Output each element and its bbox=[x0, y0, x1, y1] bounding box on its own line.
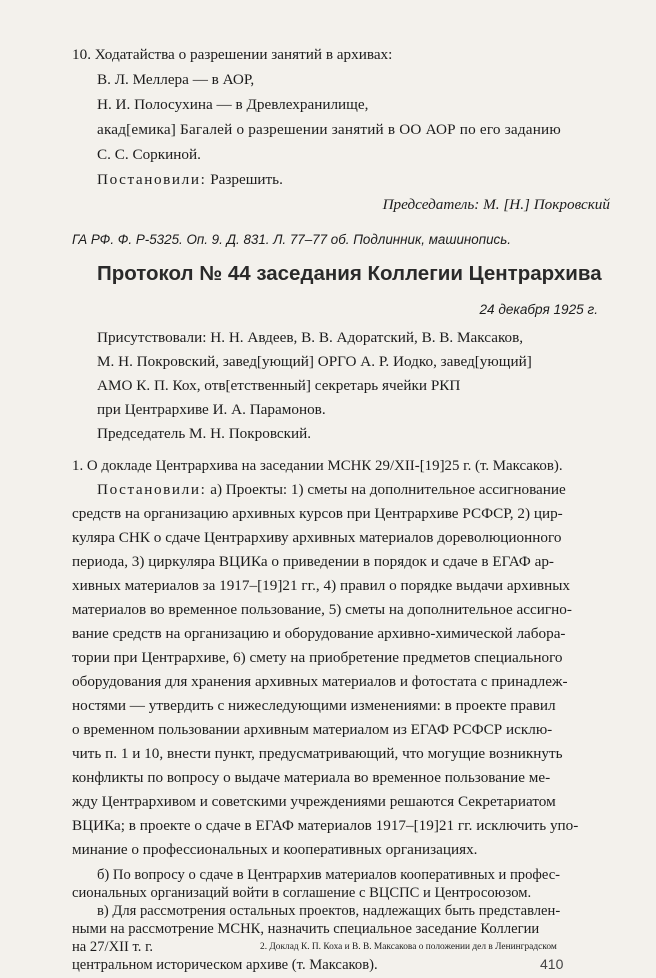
item1-body-line: ВЦИКа; в проекте о сдаче в ЕГАФ материалов 1917–[19]21 гг. исключить упо- bbox=[72, 817, 579, 834]
item1-body-line: оборудования для хранения архивных материалов и фотостата с принадлеж- bbox=[72, 673, 568, 690]
archival-source-ref: ГА РФ. Ф. Р-5325. Оп. 9. Д. 831. Л. 77–77 об. Подлинник, машинопись. bbox=[72, 232, 512, 247]
item1-body-line: средств на организацию архивных курсов при Центрархиве РСФСР, 2) цир- bbox=[72, 505, 563, 522]
item1-body-line: куляра СНК о сдаче Центрархиву архивных материалов дореволюционного bbox=[72, 529, 562, 546]
item1-body-line: жду Центрархивом и советскими учреждениями решаются Секретариатом bbox=[72, 793, 556, 810]
item1-b-line-1: б) По вопросу о сдаче в Центрархив материалов кооперативных и профес- bbox=[97, 867, 561, 883]
item1-c-line-2: ными на рассмотрение МСНК, назначить специальное заседание Коллегии bbox=[72, 921, 540, 937]
resolution-first: а) Проекты: 1) сметы на дополнительное ассигнование bbox=[210, 481, 566, 498]
item1-body-line: периода, 3) циркуляра ВЦИКа о приведении в порядок и сдаче в ЕГАФ ар- bbox=[72, 553, 554, 570]
chair-line: Председатель М. Н. Покровский. bbox=[97, 425, 312, 442]
item1-body-line: вание средств на организацию и оборудование архивно-химической лабора- bbox=[72, 625, 566, 642]
attendees-line-3: АМО К. П. Кох, отв[етственный] секретарь ячейки РКП bbox=[97, 377, 461, 394]
resolution-label: Постановили: bbox=[97, 481, 207, 498]
item10-line-5: С. С. Соркиной. bbox=[97, 146, 201, 163]
item10-resolution bbox=[97, 170, 283, 190]
item1-body-line: о временном пользовании архивным материалом из ЕГАФ РСФСР исклю- bbox=[72, 721, 553, 738]
attendees-line-1: Присутствовали: Н. Н. Авдеев, В. В. Адоратский, В. В. Максаков, bbox=[97, 329, 524, 346]
item1-body-line: ностями — утвердить с нижеследующими изменениями: в проекте правил bbox=[72, 697, 556, 714]
protocol-title: Протокол № 44 заседания Коллегии Центрархива bbox=[97, 262, 602, 285]
item1-resolution bbox=[97, 480, 566, 500]
item1-body-line: минание о профессиональных и кооперативных организациях. bbox=[72, 841, 478, 858]
item2-line-1: 2. Доклад К. П. Коха и В. В. Максакова о положении дел в Ленинградском bbox=[260, 942, 557, 952]
item2-line-2: центральном историческом архиве (т. Максаков). bbox=[72, 957, 378, 973]
item1-body-line: конфликты по вопросу о выдаче материала во временное пользование ме- bbox=[72, 769, 551, 786]
attendees-line-2: М. Н. Покровский, завед[ующий] ОРГО А. Р. Иодко, завед[ующий] bbox=[97, 353, 532, 370]
item10-line-3: Н. И. Полосухина — в Древлехранилище, bbox=[97, 96, 369, 113]
item1-body-line: чить п. 1 и 10, внести пункт, предусматривающий, что могущие возникнуть bbox=[72, 745, 563, 762]
item1-body-line: хивных материалов за 1917–[19]21 гг., 4) правил о порядке выдачи архивных bbox=[72, 577, 571, 594]
resolution-label: Постановили: bbox=[97, 171, 207, 188]
page-number: 410 bbox=[540, 956, 564, 972]
item1-c-line-1: в) Для рассмотрения остальных проектов, надлежащих быть представлен- bbox=[97, 903, 561, 919]
item10-signature: Председатель: М. [Н.] Покровский bbox=[382, 196, 610, 213]
attendees-line-4: при Центрархиве И. А. Парамонов. bbox=[97, 401, 326, 418]
item1-b-line-2: сиональных организаций войти в соглашение с ВЦСПС и Центросоюзом. bbox=[72, 885, 532, 901]
resolution-text: Разрешить. bbox=[210, 171, 283, 188]
item1-heading: 1. О докладе Центрархива на заседании МСНК 29/XII-[19]25 г. (т. Максаков). bbox=[72, 458, 563, 474]
item10-line-2: В. Л. Меллера — в АОР, bbox=[97, 71, 255, 88]
protocol-date: 24 декабря 1925 г. bbox=[479, 302, 598, 317]
item1-body-line: материалов во временное пользование, 5) сметы на дополнительное ассигно- bbox=[72, 601, 572, 618]
item1-body-line: тории при Центрархиве, 6) смету на приобретение предметов специального bbox=[72, 649, 563, 666]
item1-c-line-3: на 27/XII т. г. bbox=[72, 939, 154, 955]
item10-line-1: 10. Ходатайства о разрешении занятий в архивах: bbox=[72, 46, 393, 63]
item10-line-4: акад[емика] Багалей о разрешении занятий в ОО АОР по его заданию bbox=[97, 121, 561, 138]
